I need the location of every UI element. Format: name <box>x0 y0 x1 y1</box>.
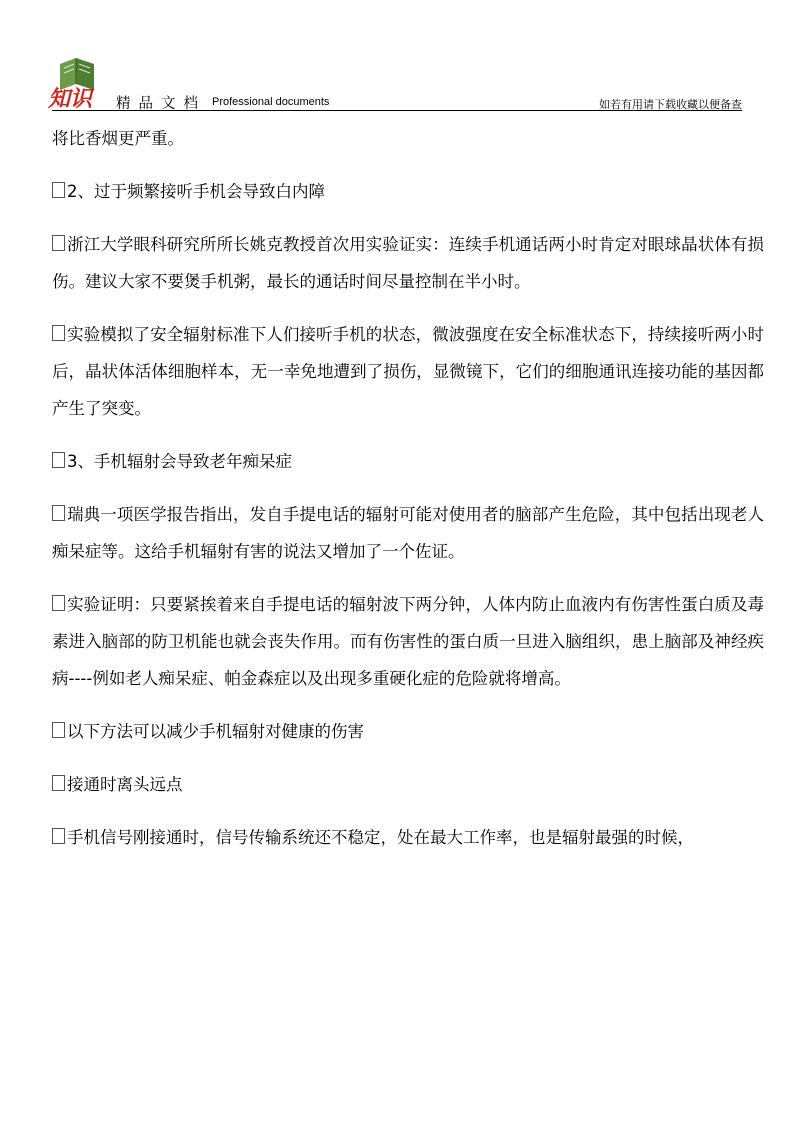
missing-glyph-box-icon <box>52 828 65 844</box>
paragraph <box>52 173 764 210</box>
document-body <box>52 120 764 872</box>
paragraph-text: 浙江大学眼科研究所所长姚克教授首次用实验证实：连续手机通话两小时肯定对眼球晶状体有损伤。建议大家不要煲手机粥，最长的通话时间尽量控制在半小时。 <box>52 235 764 291</box>
paragraph-text: 瑞典一项医学报告指出，发自手提电话的辐射可能对使用者的脑部产生危险，其中包括出现老人痴呆症等。这给手机辐射有害的说法又增加了一个佐证。 <box>52 505 764 561</box>
svg-text:知识: 知识 <box>48 86 93 110</box>
paragraph-text: 接通时离头远点 <box>67 775 183 794</box>
paragraph-text: 以下方法可以减少手机辐射对健康的伤害 <box>67 722 364 741</box>
header-divider <box>52 110 742 111</box>
missing-glyph-box-icon <box>52 722 65 738</box>
missing-glyph-box-icon <box>52 235 65 251</box>
brand-subtitle: Professional documents <box>212 96 330 108</box>
missing-glyph-box-icon <box>52 452 65 468</box>
paragraph <box>52 586 764 697</box>
paragraph-text: 2、过于频繁接听手机会导致白内障 <box>67 182 325 201</box>
paragraph-text: 实验模拟了安全辐射标准下人们接听手机的状态，微波强度在安全标准状态下，持续接听两小时后，晶状体活体细胞样本，无一幸免地遭到了损伤，显微镜下，它们的细胞通讯连接功能的基因都产生了突变。 <box>52 325 764 418</box>
page-header <box>0 0 794 112</box>
paragraph <box>52 316 764 427</box>
missing-glyph-box-icon <box>52 182 65 198</box>
paragraph <box>52 819 764 856</box>
missing-glyph-box-icon <box>52 325 65 341</box>
paragraph-text: 将比香烟更严重。 <box>52 129 184 148</box>
missing-glyph-box-icon <box>52 775 65 791</box>
paragraph <box>52 766 764 803</box>
download-hint: 如若有用请下载收藏以便备查 <box>599 99 742 111</box>
paragraph-text: 3、手机辐射会导致老年痴呆症 <box>67 452 292 471</box>
paragraph-text: 手机信号刚接通时，信号传输系统还不稳定，处在最大工作率，也是辐射最强的时候， <box>67 828 694 847</box>
book-logo-icon <box>46 50 106 110</box>
paragraph <box>52 226 764 300</box>
missing-glyph-box-icon <box>52 505 65 521</box>
paragraph <box>52 120 764 157</box>
brand-title: 精品文档 <box>116 96 206 112</box>
paragraph <box>52 713 764 750</box>
paragraph-text: 实验证明：只要紧挨着来自手提电话的辐射波下两分钟，人体内防止血液内有伤害性蛋白质及毒素进入脑部的防卫机能也就会丧失作用。而有伤害性的蛋白质一旦进入脑组织，患上脑部及神经疾病----例如老人痴呆症、帕金森症以及出现多重硬化症的危险就将增高。 <box>52 595 764 688</box>
paragraph <box>52 443 764 480</box>
paragraph <box>52 496 764 570</box>
missing-glyph-box-icon <box>52 595 65 611</box>
